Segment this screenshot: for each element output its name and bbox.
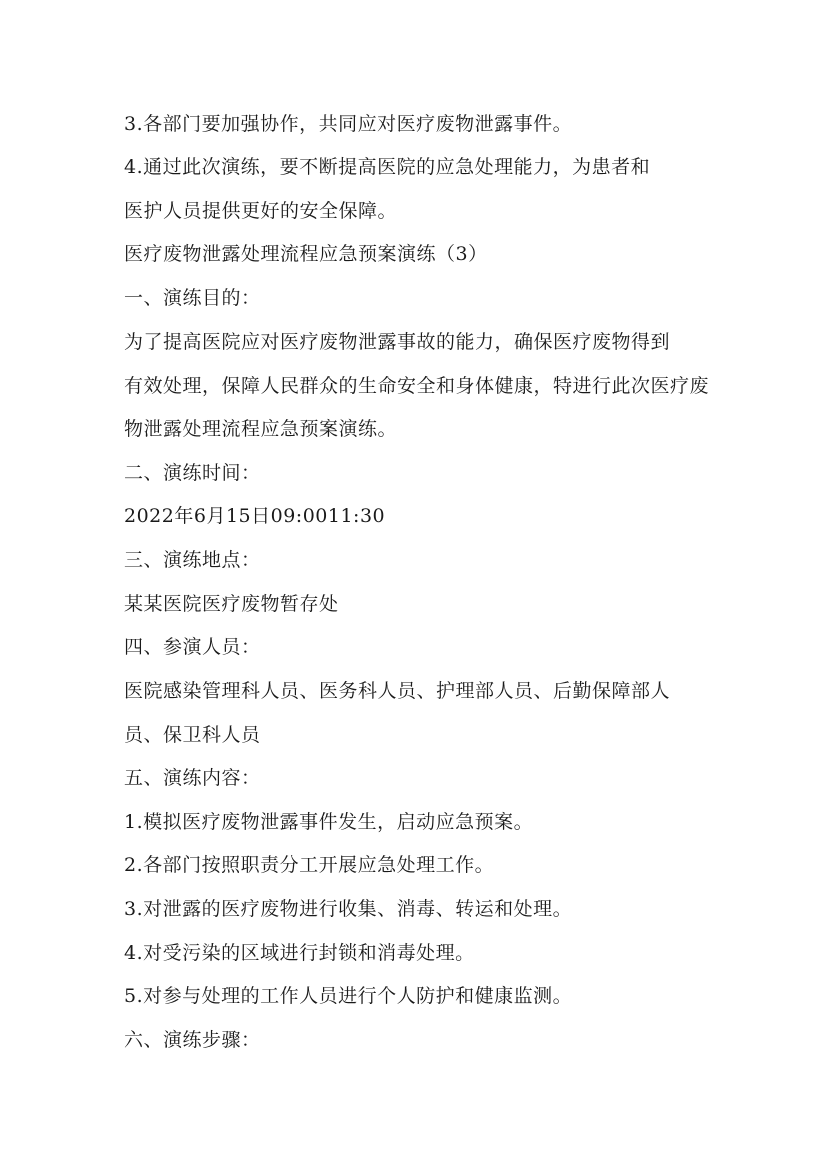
text-line: 4.通过此次演练，要不断提高医院的应急处理能力，为患者和 [124,156,651,178]
section-title: 医疗废物泄露处理流程应急预案演练（3） [124,243,488,265]
heading: 三、演练地点： [124,549,261,571]
text-line: 2.各部门按照职责分工开展应急处理工作。 [124,854,495,876]
text-line: 4.对受污染的区域进行封锁和消毒处理。 [124,942,475,964]
text-line: 2022年6月15日09:0011:30 [124,505,386,527]
text-line: 医院感染管理科人员、医务科人员、护理部人员、后勤保障部人 [124,680,671,702]
text-line: 5.对参与处理的工作人员进行个人防护和健康监测。 [124,985,573,1007]
heading: 一、演练目的： [124,287,261,309]
text-line: 3.对泄露的医疗废物进行收集、消毒、转运和处理。 [124,898,573,920]
heading: 六、演练步骤： [124,1029,261,1051]
text-line: 1.模拟医疗废物泄露事件发生，启动应急预案。 [124,811,534,833]
text-line: 3.各部门要加强协作，共同应对医疗废物泄露事件。 [124,113,573,135]
text-line: 有效处理，保障人民群众的生命安全和身体健康，特进行此次医疗废 [124,375,710,397]
text-line: 物泄露处理流程应急预案演练。 [124,418,398,440]
heading: 五、演练内容： [124,767,261,789]
heading: 二、演练时间： [124,462,261,484]
text-line: 员、保卫科人员 [124,724,261,746]
text-line: 某某医院医疗废物暂存处 [124,593,339,615]
text-line: 医护人员提供更好的安全保障。 [124,200,398,222]
heading: 四、参演人员： [124,636,261,658]
text-line: 为了提高医院应对医疗废物泄露事故的能力，确保医疗废物得到 [124,331,671,353]
